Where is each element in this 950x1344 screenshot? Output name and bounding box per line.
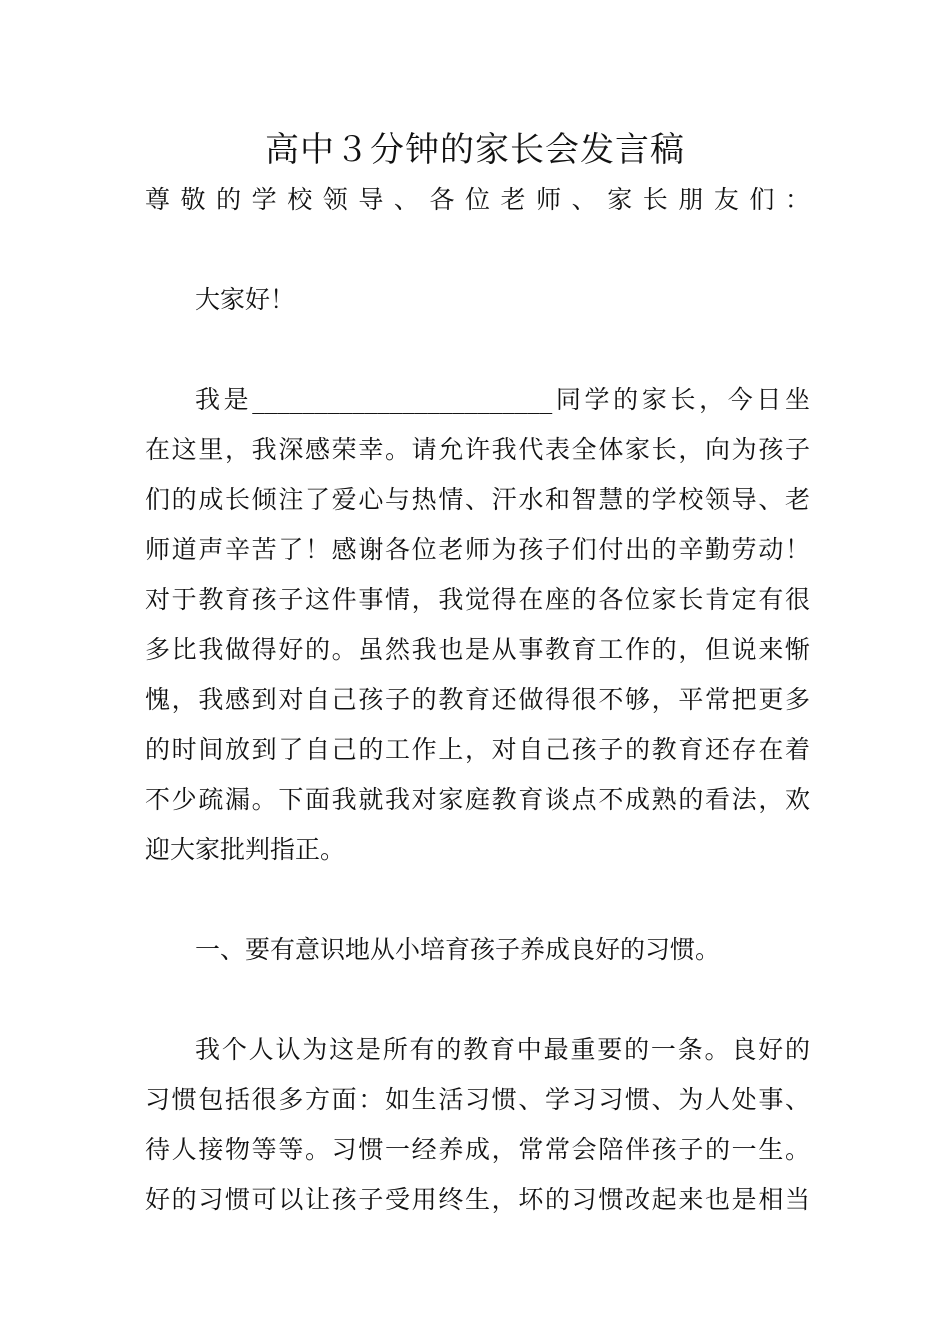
paragraph-1-line: 多比我做得好的。虽然我也是从事教育工作的，但说来惭 [145, 635, 810, 664]
paragraph-1-first-line [195, 376, 810, 424]
paragraph-1-suffix: 同学的家长，今日坐 [552, 385, 810, 414]
paragraph-2-line: 好的习惯可以让孩子受用终生，坏的习惯改起来也是相当 [145, 1185, 810, 1214]
paragraph-1-line: 的时间放到了自己的工作上，对自己孩子的教育还存在着 [145, 735, 810, 764]
paragraph-2-first-line: 我个人认为这是所有的教育中最重要的一条。良好的 [195, 1035, 810, 1064]
paragraph-1-line: 不少疏漏。下面我就我对家庭教育谈点不成熟的看法，欢 [145, 785, 810, 814]
name-blank-underline: ________________________ [252, 385, 553, 414]
paragraph-1-line: 对于教育孩子这件事情，我觉得在座的各位家长肯定有很 [145, 585, 810, 614]
paragraph-1-prefix: 我是 [195, 385, 253, 414]
paragraph-1-last-line: 迎大家批判指正。 [145, 835, 346, 864]
paragraph-1-line: 们的成长倾注了爱心与热情、汗水和智慧的学校领导、老 [145, 485, 810, 514]
greeting-line: 大家好！ [195, 285, 296, 314]
paragraph-1-line: 在这里，我深感荣幸。请允许我代表全体家长，向为孩子 [145, 435, 810, 464]
paragraph-1-line: 愧，我感到对自己孩子的教育还做得很不够，平常把更多 [145, 685, 810, 714]
section-heading-1: 一、要有意识地从小培育孩子养成良好的习惯。 [195, 935, 721, 964]
paragraph-2-line: 待人接物等等。习惯一经养成，常常会陪伴孩子的一生。 [145, 1135, 810, 1164]
document-title: 高中３分钟的家长会发言稿 [265, 130, 685, 170]
paragraph-2-line: 习惯包括很多方面：如生活习惯、学习习惯、为人处事、 [145, 1085, 810, 1114]
salutation-line: 尊敬的学校领导、各位老师、家长朋友们： [145, 185, 810, 214]
paragraph-1-line: 师道声辛苦了！感谢各位老师为孩子们付出的辛勤劳动！ [145, 535, 810, 564]
